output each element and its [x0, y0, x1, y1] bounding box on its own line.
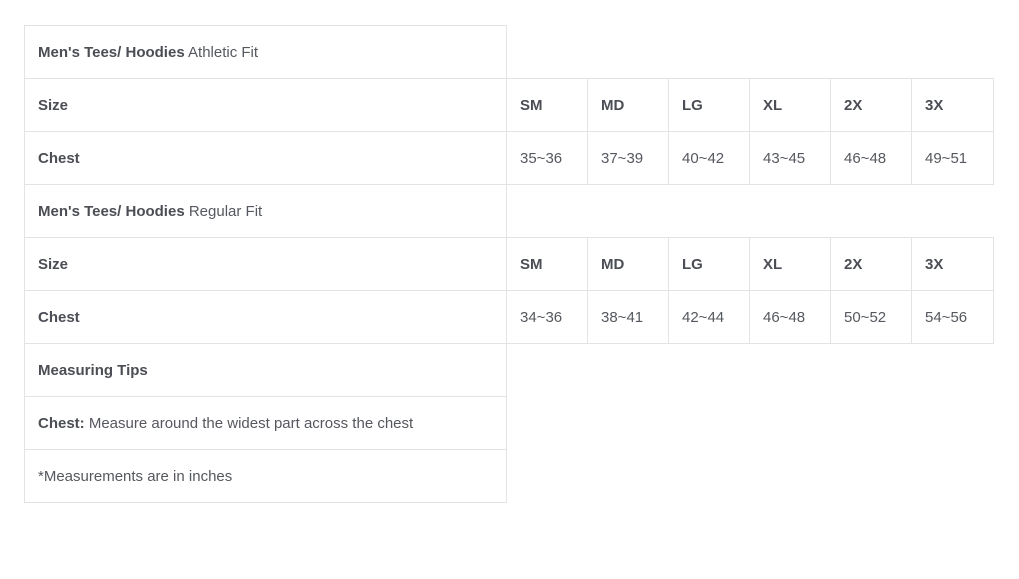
regular-chest-cell: 46~48 — [750, 291, 831, 344]
athletic-chest-label: Chest — [25, 132, 507, 185]
measuring-tips-title-cell: Measuring Tips — [25, 344, 507, 397]
athletic-title-cell — [25, 26, 507, 79]
regular-size-cell: 3X — [912, 238, 994, 291]
athletic-size-cell: 3X — [912, 79, 994, 132]
athletic-chest-cell: 49~51 — [912, 132, 994, 185]
size-chart-table — [24, 25, 994, 503]
athletic-size-cell: LG — [669, 79, 750, 132]
athletic-title-regular: Athletic Fit — [188, 43, 259, 61]
athletic-chest-cell: 43~45 — [750, 132, 831, 185]
measuring-tip-row — [25, 397, 994, 450]
athletic-size-label: Size — [25, 79, 507, 132]
regular-size-cell: MD — [588, 238, 669, 291]
footnote-cell: *Measurements are in inches — [25, 450, 507, 503]
regular-size-cell: LG — [669, 238, 750, 291]
regular-size-cell: SM — [507, 238, 588, 291]
regular-chest-row — [25, 291, 994, 344]
regular-chest-cell: 54~56 — [912, 291, 994, 344]
regular-size-cell: 2X — [831, 238, 912, 291]
regular-chest-cell: 50~52 — [831, 291, 912, 344]
athletic-chest-cell: 37~39 — [588, 132, 669, 185]
regular-chest-label: Chest — [25, 291, 507, 344]
regular-chest-cell: 42~44 — [669, 291, 750, 344]
size-chart-container — [24, 25, 1019, 503]
regular-chest-cell: 38~41 — [588, 291, 669, 344]
regular-size-label: Size — [25, 238, 507, 291]
regular-chest-cell: 34~36 — [507, 291, 588, 344]
athletic-chest-cell: 35~36 — [507, 132, 588, 185]
athletic-chest-cell: 40~42 — [669, 132, 750, 185]
regular-size-cell: XL — [750, 238, 831, 291]
athletic-size-cell: XL — [750, 79, 831, 132]
athletic-size-cell: 2X — [831, 79, 912, 132]
regular-title-bold: Men's Tees/ Hoodies — [38, 202, 185, 220]
chest-tip-bold: Chest: — [38, 414, 85, 432]
athletic-size-cell: MD — [588, 79, 669, 132]
athletic-size-cell: SM — [507, 79, 588, 132]
regular-title-cell — [25, 185, 507, 238]
athletic-title-bold: Men's Tees/ Hoodies — [38, 43, 185, 61]
regular-title-regular: Regular Fit — [188, 202, 263, 220]
athletic-chest-cell: 46~48 — [831, 132, 912, 185]
footnote-row — [25, 450, 994, 503]
measuring-tips-title-row — [25, 344, 994, 397]
regular-size-row — [25, 238, 994, 291]
chest-tip-text: Measure around the widest part across the chest — [88, 414, 414, 432]
athletic-title-row — [25, 26, 994, 79]
chest-tip-cell — [25, 397, 507, 450]
athletic-chest-row — [25, 132, 994, 185]
athletic-size-row — [25, 79, 994, 132]
regular-title-row — [25, 185, 994, 238]
